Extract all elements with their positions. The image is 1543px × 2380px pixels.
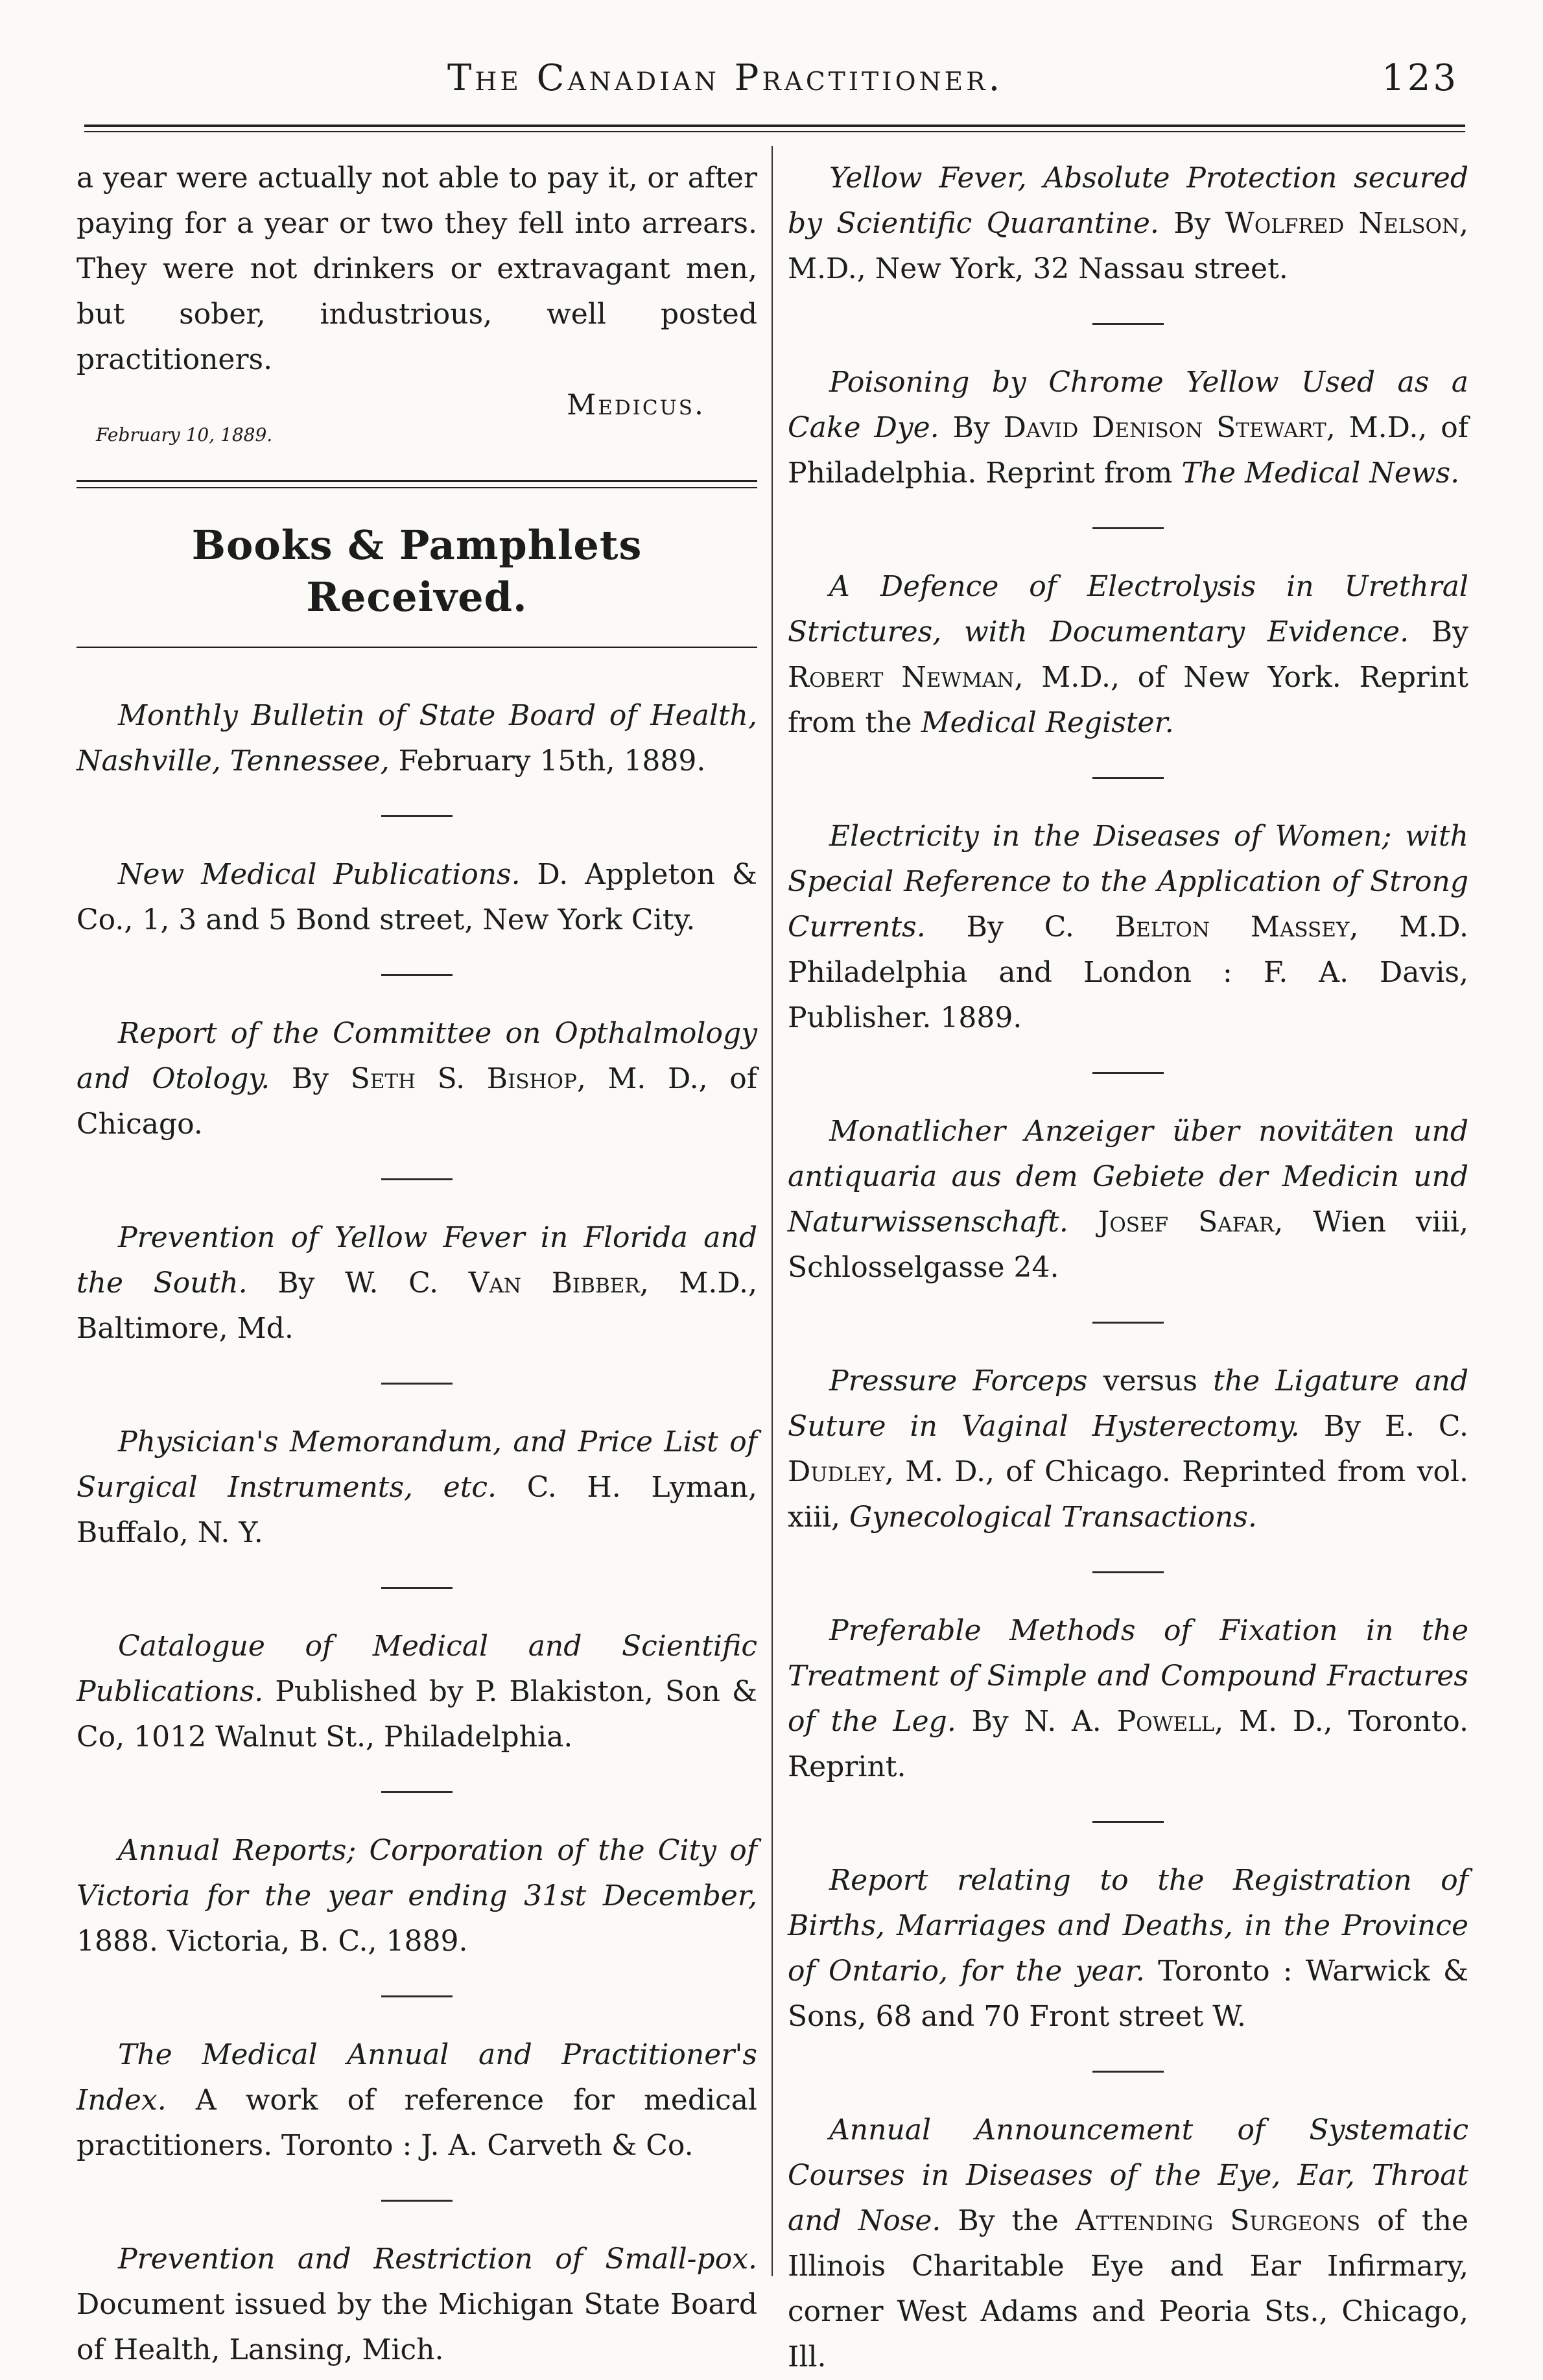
list-item — [77, 2237, 757, 2373]
entry-separator — [381, 815, 453, 817]
header-rule — [84, 125, 1465, 127]
entry-details: A work of reference for medical practitioners. Toronto : J. A. Carveth & Co. — [77, 2084, 757, 2162]
list-item — [788, 1608, 1468, 1790]
left-column — [77, 156, 757, 2373]
entry-details: , M. D., of Chicago. — [77, 1062, 757, 1141]
entry-by: By C. — [925, 910, 1115, 944]
entry-versus: versus — [1087, 1364, 1214, 1398]
entry-separator — [1092, 323, 1164, 325]
entry-by — [1068, 1206, 1098, 1239]
list-item — [788, 564, 1468, 746]
entry-author: Powell — [1116, 1705, 1215, 1738]
entry-title: New Medical Publications. — [118, 858, 521, 891]
entry-title: Prevention of Yellow Fever in Florida and the South. — [77, 1221, 757, 1300]
letter-text: a year were actually not able to pay it, or after paying for a year or two they fell into arrears. They were not drinkers or extravagant men, but sober, industrious, well posted practitioners. — [77, 161, 757, 376]
entry-source: The Medical News. — [1181, 457, 1460, 490]
entry-details: , M.D. Philadelphia and London : F. A. Davis, Publisher. 1889. — [788, 910, 1468, 1034]
entry-details: Document issued by the Michigan State Board of Health, Lansing, Mich. — [77, 2288, 757, 2366]
list-item — [788, 2108, 1468, 2380]
entry-by: By — [270, 1062, 351, 1095]
entry-details: , M. D., Toronto. Reprint. — [788, 1705, 1468, 1783]
entry-details: Toronto : Warwick & Sons, 68 and 70 Front street W. — [788, 1955, 1468, 2033]
list-item — [788, 1109, 1468, 1291]
heading-rule — [77, 647, 757, 648]
entry-details: 1888. Victoria, B. C., 1889. — [77, 1925, 468, 1958]
entry-separator — [381, 974, 453, 976]
entry-by: By the — [941, 2204, 1076, 2237]
entry-by: By E. C. — [1299, 1410, 1468, 1443]
running-title: The Canadian Practitioner. — [447, 57, 1004, 99]
entry-title: Pressure Forceps — [829, 1364, 1088, 1398]
entry-title: Monatlicher Anzeiger über novitäten und antiquaria aus dem Gebiete der Medicin und Naturwissenschaft. — [788, 1115, 1468, 1239]
entry-separator — [1092, 1322, 1164, 1324]
list-item — [788, 1359, 1468, 1540]
entry-details: D. Appleton & Co., 1, 3 and 5 Bond street, New York City. — [77, 858, 757, 936]
entry-separator — [1092, 777, 1164, 779]
entry-title: Prevention and Restriction of Small-pox. — [118, 2243, 757, 2276]
entry-author: Dudley — [788, 1455, 885, 1488]
entry-separator — [381, 1178, 453, 1180]
entry-author: Attending Surgeons — [1075, 2204, 1361, 2237]
entry-author: David Denison Stewart — [1003, 411, 1326, 444]
entry-title-cont: the Ligature and Suture in Vaginal Hysterectomy. — [788, 1364, 1468, 1443]
list-item — [788, 1858, 1468, 2040]
entry-title: Annual Announcement of Systematic Courses in Diseases of the Eye, Ear, Throat and Nose. — [788, 2113, 1468, 2237]
entry-title: Poisoning by Chrome Yellow Used as a Cake Dye. — [788, 366, 1468, 444]
list-item — [788, 156, 1468, 292]
entry-details: , M.D., of New York. Reprint from the — [788, 661, 1468, 739]
entry-author: Robert Newman — [788, 661, 1015, 694]
entry-author: Belton Massey — [1114, 910, 1350, 944]
right-column — [788, 156, 1468, 2380]
entry-details: , Wien viii, Schlosselgasse 24. — [788, 1206, 1468, 1284]
entry-details: , M.D., New York, 32 Nassau street. — [788, 207, 1468, 285]
list-item — [77, 1828, 757, 1964]
entry-author: Van Bibber — [468, 1267, 640, 1300]
entry-title: Yellow Fever, Absolute Protection secured by Scientific Quarantine. — [788, 161, 1468, 240]
entry-details: , M.D., of Philadelphia. Reprint from — [788, 411, 1468, 490]
entry-by: By N. A. — [956, 1705, 1117, 1738]
entry-by: By W. C. — [247, 1267, 469, 1300]
section-rule — [77, 480, 757, 488]
entry-title: Monthly Bulletin of State Board of Health, Nashville, Tennessee, — [77, 699, 757, 778]
entry-by: By — [1409, 615, 1468, 649]
list-item — [77, 1011, 757, 1147]
page-number: 123 — [1382, 57, 1459, 99]
section-heading: Books & Pamphlets Received. — [191, 521, 642, 621]
letter-date: February 10, 1889. — [96, 424, 273, 446]
entry-separator — [1092, 527, 1164, 529]
entry-source: Gynecological Transactions. — [849, 1501, 1257, 1534]
entry-separator — [1092, 1571, 1164, 1573]
entry-title: Report of the Committee on Opthalmology and Otology. — [77, 1017, 757, 1095]
list-item — [788, 814, 1468, 1041]
entry-separator — [381, 1791, 453, 1793]
entry-by: By — [1159, 207, 1225, 240]
letter-signoff: Medicus. — [567, 388, 705, 422]
entry-author: Josef Safar — [1098, 1206, 1275, 1239]
entry-separator — [381, 1995, 453, 1997]
entry-separator — [381, 1587, 453, 1589]
entry-author: Wolfred Nelson — [1225, 207, 1459, 240]
entry-title: The Medical Annual and Practitioner's Index. — [77, 2038, 757, 2117]
entry-by: By — [939, 411, 1004, 444]
entry-details: Published by P. Blakiston, Son & Co, 1012 Walnut St., Philadelphia. — [77, 1675, 757, 1754]
entry-title: Annual Reports; Corporation of the City of Victoria for the year ending 31st December, — [77, 1834, 757, 1912]
column-divider — [772, 146, 773, 2276]
entry-title: Preferable Methods of Fixation in the Treatment of Simple and Compound Fractures of the Leg. — [788, 1614, 1468, 1738]
list-item — [77, 693, 757, 784]
entry-title: Catalogue of Medical and Scientific Publications. — [77, 1630, 757, 1708]
list-item — [77, 1215, 757, 1351]
list-item — [788, 360, 1468, 496]
entry-details: of the Illinois Charitable Eye and Ear Infirmary, corner West Adams and Peoria Sts., Chicago, Ill. — [788, 2204, 1468, 2374]
entry-separator — [381, 1383, 453, 1385]
entry-title: A Defence of Electrolysis in Urethral Strictures, with Documentary Evidence. — [788, 570, 1468, 649]
entry-separator — [1092, 1821, 1164, 1823]
list-item — [77, 1420, 757, 1556]
entry-separator — [1092, 1072, 1164, 1074]
entry-separator — [381, 2200, 453, 2202]
entry-details: C. H. Lyman, Buffalo, N. Y. — [77, 1471, 757, 1549]
running-header — [0, 57, 1543, 109]
entry-source: Medical Register. — [921, 706, 1174, 739]
list-item — [77, 852, 757, 943]
entry-title: Electricity in the Diseases of Women; with Special Reference to the Application of Strong Currents. — [788, 820, 1468, 944]
entry-details: , M.D., Baltimore, Md. — [77, 1267, 758, 1345]
entry-title: Physician's Memorandum, and Price List of Surgical Instruments, etc. — [77, 1425, 757, 1504]
entry-separator — [1092, 2071, 1164, 2073]
header-rule-thin — [84, 131, 1465, 132]
entry-author: Seth S. Bishop — [350, 1062, 577, 1095]
entry-details: February 15th, 1889. — [389, 744, 706, 778]
list-item — [77, 2032, 757, 2169]
entry-title: Report relating to the Registration of Births, Marriages and Deaths, in the Province of Ontario, for the year. — [788, 1864, 1468, 1988]
list-item — [77, 1624, 757, 1760]
entry-details: , M. D., of Chicago. Reprinted from vol. xiii, — [788, 1455, 1468, 1534]
